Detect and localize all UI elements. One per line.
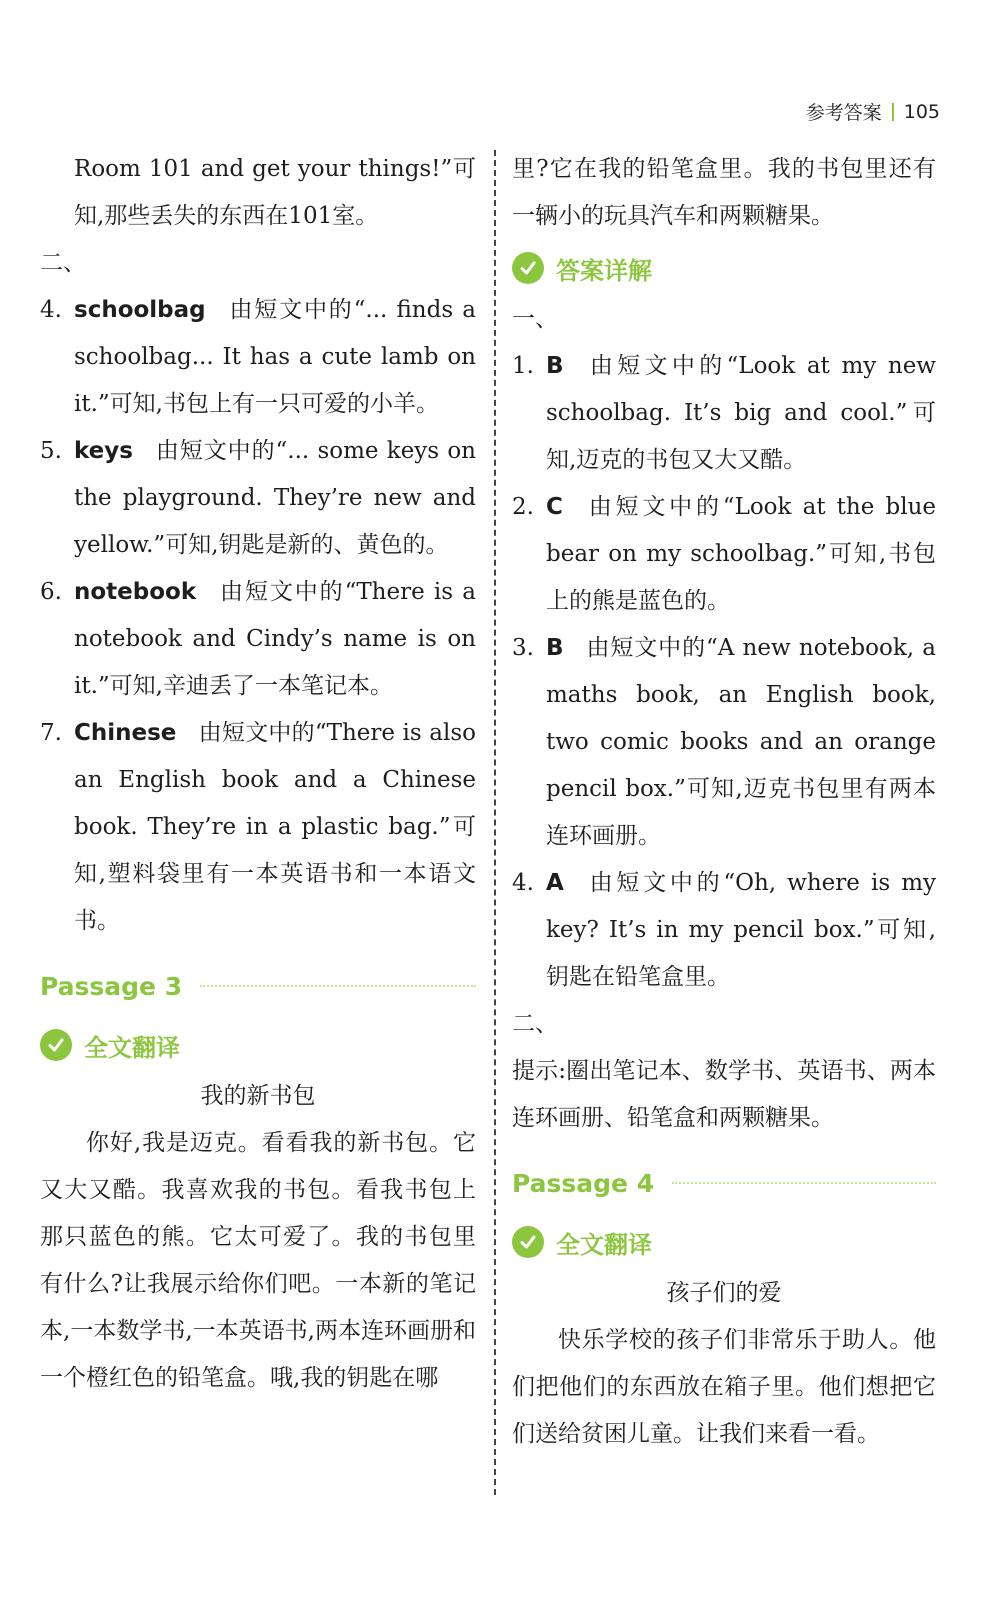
part1-label: 一、 bbox=[512, 306, 558, 332]
column-divider bbox=[494, 150, 496, 1495]
answer-item bbox=[512, 343, 936, 484]
dotted-rule bbox=[672, 1182, 936, 1184]
item-number: 4. bbox=[512, 870, 534, 896]
item-explanation: 由短文中的“Look at my new schoolbag. It’s big and cool.”可知,迈克的书包又大又酷。 bbox=[546, 353, 936, 473]
check-circle-icon bbox=[512, 252, 544, 284]
header-divider bbox=[892, 103, 894, 121]
section-title: 参考答案 bbox=[805, 102, 882, 124]
answer-item bbox=[40, 710, 476, 945]
hint-text: 提示:圈出笔记本、数学书、英语书、两本连环画册、铅笔盒和两颗糖果。 bbox=[512, 1058, 936, 1131]
right-column bbox=[512, 146, 936, 1458]
check-circle-icon bbox=[40, 1029, 72, 1061]
item-number: 6. bbox=[40, 579, 62, 605]
answer-item bbox=[40, 428, 476, 569]
explain-label: 答案详解 bbox=[556, 256, 652, 285]
item-answer: B bbox=[546, 353, 564, 379]
page-header bbox=[806, 98, 940, 125]
translation-label: 全文翻译 bbox=[84, 1033, 180, 1062]
story-text: 快乐学校的孩子们非常乐于助人。他们把他们的东西放在箱子里。他们想把它们送给贫困儿童。让我们来看一看。 bbox=[512, 1327, 936, 1447]
item-number: 7. bbox=[40, 720, 62, 746]
item-explanation: 由短文中的“There is also an English book and a Chinese book. They’re in a plastic bag.”可知,塑料袋里有一本英语书和一本语文书。 bbox=[74, 720, 476, 934]
story-title: 孩子们的爱 bbox=[666, 1280, 782, 1306]
item-explanation: 由短文中的“There is a notebook and Cindy’s name is on it.”可知,辛迪丢了一本笔记本。 bbox=[74, 579, 476, 699]
part2-label: 二、 bbox=[512, 1011, 558, 1037]
answer-item bbox=[512, 860, 936, 1001]
item-answer: notebook bbox=[74, 579, 197, 605]
item-explanation: 由短文中的“... finds a schoolbag... It has a cute lamb on it.”可知,书包上有一只可爱的小羊。 bbox=[74, 297, 476, 417]
item-number: 2. bbox=[512, 494, 534, 520]
item-answer: A bbox=[546, 870, 564, 896]
answer-item bbox=[512, 625, 936, 860]
story-continuation: 里?它在我的铅笔盒里。我的书包里还有一辆小的玩具汽车和两颗糖果。 bbox=[512, 156, 936, 229]
part2-label: 二、 bbox=[40, 250, 86, 276]
item-explanation: 由短文中的“A new notebook, a maths book, an English book, two comic books and an orange pencil box.”可知,迈克书包里有两本连环画册。 bbox=[546, 635, 936, 849]
item-explanation: 由短文中的“... some keys on the playground. They’re new and yellow.”可知,钥匙是新的、黄色的。 bbox=[74, 438, 476, 558]
item-answer: C bbox=[546, 494, 563, 520]
answer-item bbox=[512, 484, 936, 625]
explain-badge bbox=[512, 240, 936, 296]
passage-heading bbox=[40, 961, 476, 1011]
item-number: 3. bbox=[512, 635, 534, 661]
item-answer: Chinese bbox=[74, 720, 177, 746]
intro-text: Room 101 and get your things!”可知,那些丢失的东西在101室。 bbox=[74, 156, 476, 229]
answer-item bbox=[40, 569, 476, 710]
check-circle-icon bbox=[512, 1226, 544, 1258]
item-explanation: 由短文中的“Oh, where is my key? It’s in my pencil box.”可知,钥匙在铅笔盒里。 bbox=[546, 870, 936, 990]
answer-item bbox=[40, 287, 476, 428]
item-number: 1. bbox=[512, 353, 534, 379]
item-number: 5. bbox=[40, 438, 62, 464]
translation-badge bbox=[512, 1214, 936, 1270]
item-answer: keys bbox=[74, 438, 133, 464]
translation-badge bbox=[40, 1017, 476, 1073]
passage-label: Passage 3 bbox=[40, 971, 183, 1001]
page-number: 105 bbox=[903, 100, 940, 123]
item-answer: schoolbag bbox=[74, 297, 206, 323]
passage-label: Passage 4 bbox=[512, 1168, 655, 1198]
story-text: 你好,我是迈克。看看我的新书包。它又大又酷。我喜欢我的书包。看我书包上那只蓝色的熊。它太可爱了。我的书包里有什么?让我展示给你们吧。一本新的笔记本,一本数学书,一本英语书,两本连环画册和一个橙红色的铅笔盒。哦,我的钥匙在哪 bbox=[40, 1130, 476, 1391]
item-explanation: 由短文中的“Look at the blue bear on my schoolbag.”可知,书包上的熊是蓝色的。 bbox=[546, 494, 936, 614]
item-number: 4. bbox=[40, 297, 62, 323]
story-title: 我的新书包 bbox=[200, 1083, 316, 1109]
dotted-rule bbox=[200, 985, 476, 987]
translation-label: 全文翻译 bbox=[556, 1230, 652, 1259]
passage-heading bbox=[512, 1158, 936, 1208]
left-column bbox=[40, 146, 476, 1402]
item-answer: B bbox=[546, 635, 564, 661]
